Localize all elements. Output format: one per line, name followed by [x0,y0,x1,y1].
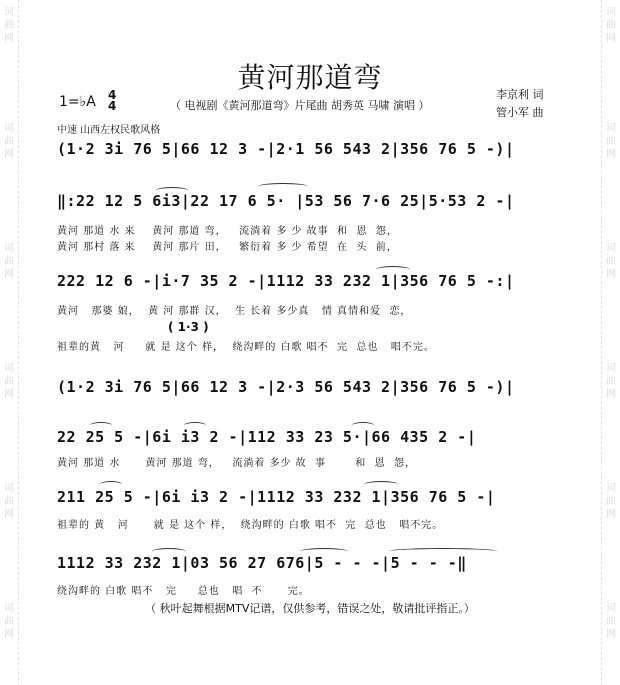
lyric-line: 黄河 那道 水 黄河 那道 弯， 流淌着 多少 故 事 和 恩 怨， [57,458,417,469]
watermark-text: 词曲网 [4,123,14,160]
alternate-notes: ( 1·3 ) [168,320,209,334]
watermark-text: 词曲网 [606,363,616,400]
song-title: 黄河那道弯 [237,61,383,94]
watermark-strip-left [0,0,19,685]
watermark-text: 词曲网 [606,7,616,44]
notation-line: 222 12 6 -|i·7 35 2 -|1112 33 232 1|356 76 5 -:| [57,272,515,290]
watermark-text: 词曲网 [4,483,14,520]
tempo-marking: 中速 山西左权民歌风格 [57,125,161,136]
lyric-line: 黄河 那村 落 来 黄河 那片 田， 繁衍着 多 少 希望 在 头 前， [57,242,398,253]
watermark-text: 词曲网 [4,243,14,280]
lyric-line: 绕沟畔的 白歌 唱不 完 总也 唱 不 完。 [57,586,310,597]
watermark-text: 词曲网 [606,603,616,640]
notation-line: 211 25 5 -|6i i3 2 -|1112 33 232 1|356 76 5 -| [57,488,496,506]
notation-line: 22 25 5 -|6i i3 2 -|112 33 23 5·|66 435 2 -| [57,428,477,446]
slur-mark [364,481,398,488]
key-signature: 1=♭A [59,94,96,110]
watermark-text: 词曲网 [4,363,14,400]
composer-credit: 管小军 曲 [496,106,544,119]
notation-line: 1112 33 232 1|03 56 27 676|5 - - -|5 - - -‖ [57,554,467,572]
watermark-text: 词曲网 [606,243,616,280]
slur-mark [258,183,308,190]
transcription-note: （ 秋叶起舞根据MTV记谱，仅供参考，错误之处，敬请批评指正。） [145,602,475,615]
watermark-text: 词曲网 [4,7,14,44]
lyric-line: 黄河 那道 水 来 黄河 那道 弯， 流淌着 多 少 故事 和 恩 怨， [57,226,398,237]
slur-mark [100,481,122,488]
notation-line: (1·2 3i 76 5|66 12 3 -|2·1 56 543 2|356 76 5 -)| [57,140,515,158]
watermark-text: 词曲网 [4,603,14,640]
notation-line: (1·2 3i 76 5|66 12 3 -|2·3 56 543 2|356 76 5 -)| [57,378,515,396]
watermark-strip-right [601,0,620,685]
lyric-line: 祖辈的黄 河 就 是 这个 样， 绕沟畔的 白歌 唱不 完 总也 唱不完。 [57,342,435,353]
time-signature-bottom: 4 [108,99,117,113]
time-signature [108,90,116,112]
time-signature-top: 4 [108,88,117,102]
song-subtitle: （ 电视剧《黄河那道弯》片尾曲 胡秀英 马啸 演唱 ） [170,99,430,112]
lyric-line: 黄河 那婆 娘， 黄 河 那群 汉， 生 长着 多少真 情 真情和爱 恋， [57,306,412,317]
watermark-text: 词曲网 [606,483,616,520]
lyricist-credit: 李京利 词 [496,88,544,101]
lyric-line: 祖辈的 黄 河 就 是 这个 样， 绕沟畔的 白歌 唱不 完 总也 唱不完。 [57,520,444,531]
notation-line: ‖:22 12 5 6i3|22 17 6 5· |53 56 7·6 25|5·53 2 -| [57,192,515,210]
watermark-text: 词曲网 [606,123,616,160]
